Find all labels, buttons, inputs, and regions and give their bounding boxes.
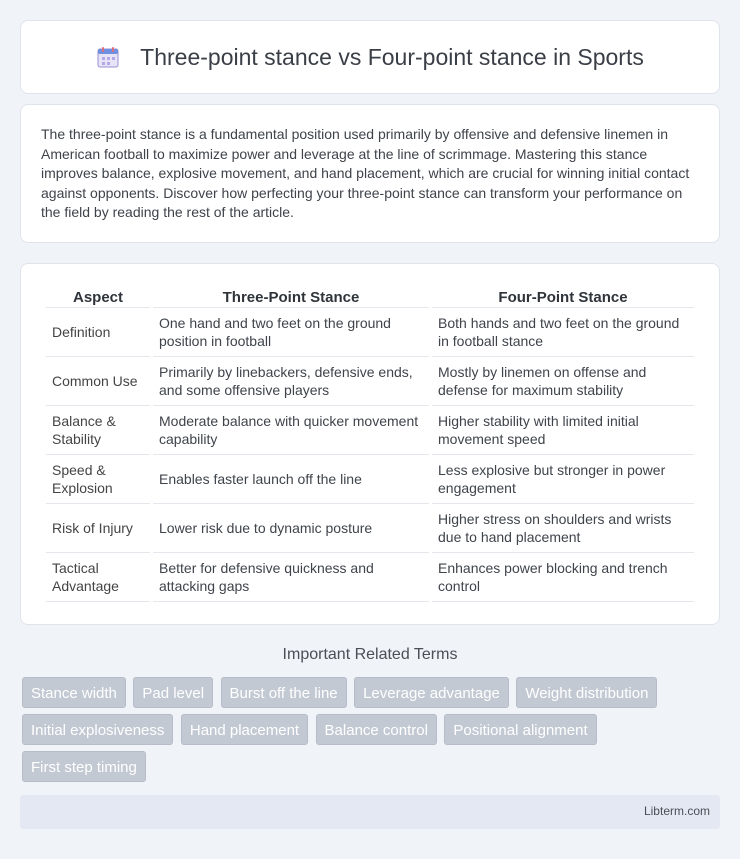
- comparison-table: [43, 284, 697, 602]
- table-row: [46, 406, 694, 455]
- table-cell-four-point: Mostly by linemen on offense and defense for maximum stability: [432, 357, 694, 406]
- table-row: [46, 455, 694, 504]
- table-cell-three-point: One hand and two feet on the ground position in football: [153, 308, 429, 357]
- footer-site-link[interactable]: Libterm.com: [643, 804, 710, 818]
- table-cell-three-point: Primarily by linebackers, defensive ends, and some offensive players: [153, 357, 429, 406]
- table-row: [46, 553, 694, 602]
- related-term-tag[interactable]: Hand placement: [181, 714, 308, 745]
- comparison-table-card: [20, 263, 720, 625]
- table-cell-aspect: Common Use: [46, 357, 150, 406]
- related-term-tag[interactable]: Balance control: [316, 714, 437, 745]
- header-four-point: Four-Point Stance: [432, 284, 694, 308]
- table-row: [46, 504, 694, 553]
- table-cell-aspect: Balance & Stability: [46, 406, 150, 455]
- page-title: Three-point stance vs Four-point stance in Sports: [140, 43, 644, 70]
- table-cell-four-point: Higher stability with limited initial movement speed: [432, 406, 694, 455]
- table-header-row: [46, 284, 694, 308]
- table-cell-three-point: Enables faster launch off the line: [153, 455, 429, 504]
- table-cell-four-point: Both hands and two feet on the ground in football stance: [432, 308, 694, 357]
- related-term-tag[interactable]: First step timing: [22, 751, 146, 782]
- table-cell-aspect: Risk of Injury: [46, 504, 150, 553]
- related-term-tag[interactable]: Stance width: [22, 677, 126, 708]
- header-three-point: Three-Point Stance: [153, 284, 429, 308]
- table-cell-aspect: Speed & Explosion: [46, 455, 150, 504]
- related-term-tag[interactable]: Leverage advantage: [354, 677, 509, 708]
- table-cell-three-point: Lower risk due to dynamic posture: [153, 504, 429, 553]
- calendar-icon: [96, 45, 120, 69]
- related-term-tag[interactable]: Pad level: [133, 677, 213, 708]
- table-cell-three-point: Moderate balance with quicker movement capability: [153, 406, 429, 455]
- table-row: [46, 357, 694, 406]
- table-row: [46, 308, 694, 357]
- table-cell-aspect: Definition: [46, 308, 150, 357]
- related-term-tag[interactable]: Positional alignment: [444, 714, 596, 745]
- related-terms-title: Important Related Terms: [282, 646, 458, 663]
- related-term-tag[interactable]: Weight distribution: [516, 677, 657, 708]
- related-terms-list: [22, 677, 722, 788]
- title-card: [20, 20, 720, 94]
- intro-card: [20, 104, 720, 243]
- intro-text: The three-point stance is a fundamental position used primarily by offensive and defensive linemen in American football to maximize power and leverage at the line of scrimmage. Mastering this stance improves balance, explosive movement, and hand placement, which are crucial for winning initial contact against opponents. Discover how perfecting your three-point stance can transform your performance on the field by reading the rest of the article.: [41, 126, 690, 220]
- related-term-tag[interactable]: Initial explosiveness: [22, 714, 173, 745]
- table-cell-four-point: Enhances power blocking and trench control: [432, 553, 694, 602]
- footer: [20, 795, 720, 829]
- table-cell-aspect: Tactical Advantage: [46, 553, 150, 602]
- related-term-tag[interactable]: Burst off the line: [221, 677, 347, 708]
- table-cell-four-point: Less explosive but stronger in power engagement: [432, 455, 694, 504]
- table-cell-three-point: Better for defensive quickness and attacking gaps: [153, 553, 429, 602]
- table-cell-four-point: Higher stress on shoulders and wrists due to hand placement: [432, 504, 694, 553]
- header-aspect: Aspect: [46, 284, 150, 308]
